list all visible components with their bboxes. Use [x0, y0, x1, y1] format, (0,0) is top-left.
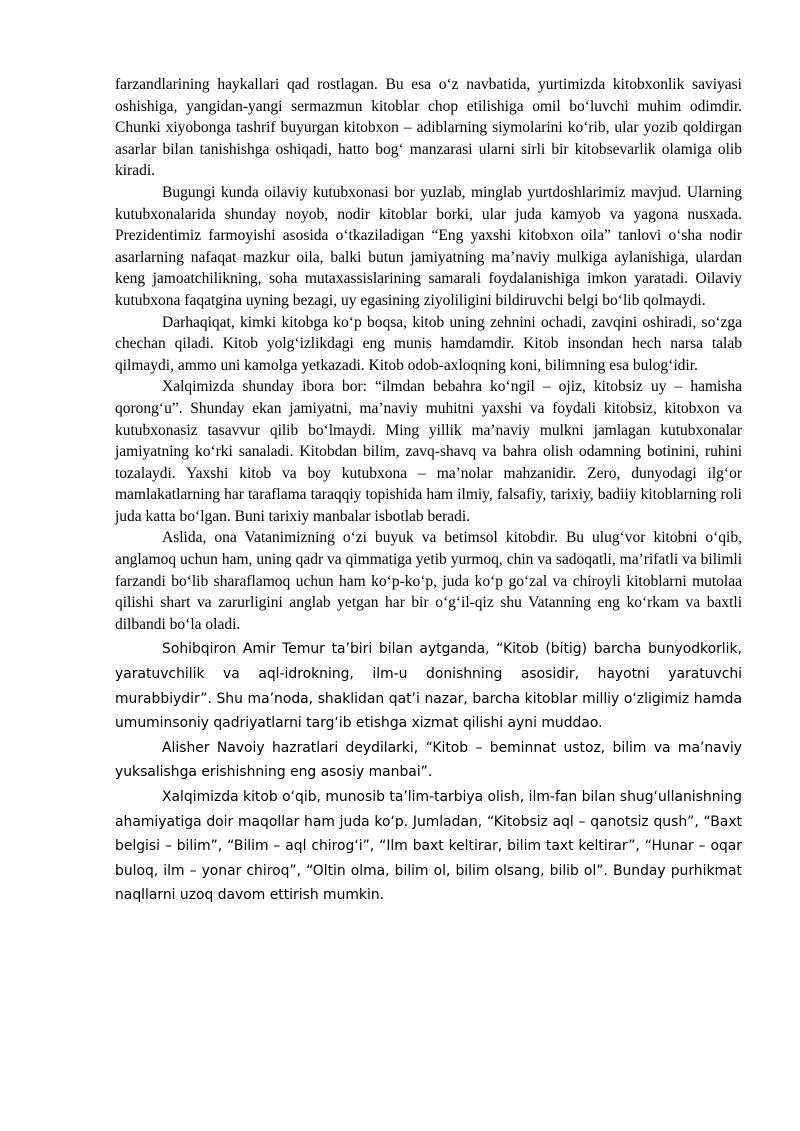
paragraph: Darhaqiqat, kimki kitobga ko‘p boqsa, kitob uning zehnini ochadi, zavqini oshiradi, so‘zga chechan qiladi. Kitob yolg‘izlikdagi eng munis hamdamdir. Kitob insondan hech narsa talab qilmaydi, ammo uni kamolga yetkazadi. Kitob odob-axloqning koni, bilimning esa bulog‘idir. — [115, 313, 742, 374]
paragraph: Xalqimizda kitob o‘qib, munosib ta’lim-tarbiya olish, ilm-fan bilan shug‘ullanishning ahamiyatiga doir maqollar ham juda ko‘p. Jumladan, “Kitobsiz aql – qanotsiz qush”, “Baxt belgisi – bilim”, “Bilim – aql chirog‘i”, “Ilm baxt keltirar, bilim taxt keltirar”, “Hunar – oqar buloq, ilm – yonar chiroq”, “Oltin olma, bilim ol, bilim olsang, bilib ol”. Bunday purhikmat naqllarni uzoq davom ettirish mumkin. — [115, 789, 742, 904]
document-body — [115, 74, 742, 908]
paragraph: Xalqimizda shunday ibora bor: “ilmdan bebahra ko‘ngil – ojiz, kitobsiz uy – hamisha qorong‘u”. Shunday ekan jamiyatni, ma’naviy muhitni yaxshi va foydali kitobsiz, kitobxon va kutubxonasiz tasavvur qilib bo‘lmaydi. Ming yillik ma’naviy mulkni jamlagan kutubxonalar jamiyatning ko‘rki sanaladi. Kitobdan bilim, zavq-shavq va bahra olish odamning botinini, ruhini tozalaydi. Yaxshi kitob va boy kutubxona – ma’nolar mahzanidir. Zero, dunyodagi ilg‘or mamlakatlarning har taraflama taraqqiy topishida ham ilmiy, falsafiy, tarixiy, badiiy kitoblarning roli juda katta bo‘lgan. Buni tarixiy manbalar isbotlab beradi. — [115, 378, 742, 525]
paragraph-continuation: farzandlarining haykallari qad rostlagan. Bu esa o‘z navbatida, yurtimizda kitobxonlik saviyasi oshishiga, yangidan-yangi sermazmun kitoblar chop etilishiga omil bo‘luvchi muhim odimdir. Chunki xiyobonga tashrif buyurgan kitobxon – adiblarning siymolarini ko‘rib, ular yozib qoldirgan asarlar bilan tanishishga oshiqadi, hatto bog‘ manzarasi ularni sirli bir kitobsevarlik olamiga olib kiradi. — [115, 76, 742, 180]
paragraph: Aslida, ona Vatanimizning o‘zi buyuk va betimsol kitobdir. Bu ulug‘vor kitobni o‘qib, anglamoq uchun ham, uning qadr va qimmatiga yetib yurmoq, chin va sadoqatli, ma’rifatli va bilimli farzandi bo‘lib sharaflamoq uchun ham ko‘p-ko‘p, juda ko‘p go‘zal va chiroyli kitoblarni mutolaa qilishi shart va zarurligini anglab yetgan har bir o‘g‘il-qiz shu Vatanning eng ko‘rkam va baxtli dilbandi bo‘la oladi. — [115, 529, 742, 633]
paragraph: Sohibqiron Amir Temur ta’biri bilan aytganda, “Kitob (bitig) barcha bunyodkorlik, yaratuvchilik va aql-idrokning, ilm-u donishning asosidir, hayotni yaratuvchi murabbiydir”. Shu ma’noda, shaklidan qat’i nazar, barcha kitoblar milliy o‘zligimiz hamda umuminsoniy qadriyatlarni targ‘ib etishga xizmat qilishi ayni muddao. — [115, 641, 742, 732]
paragraph: Bugungi kunda oilaviy kutubxonasi bor yuzlab, minglab yurtdoshlarimiz mavjud. Ularning kutubxonalarida shunday noyob, nodir kitoblar borki, ular juda kamyob va yagona nusxada. Prezidentimiz farmoyishi asosida o‘tkaziladigan “Eng yaxshi kitobxon oila” tanlovi o‘sha nodir asarlarning nafaqat mazkur oila, balki butun jamiyatning ma’naviy mulkiga aylanishiga, ulardan keng jamoatchilikning, soha mutaxassislarining samarali foydalanishiga imkon yaratadi. Oilaviy kutubxona faqatgina uyning bezagi, uy egasining ziyoliligini bildiruvchi belgi bo‘lib qolmaydi. — [115, 183, 742, 309]
paragraph: Alisher Navoiy hazratlari deydilarki, “Kitob – beminnat ustoz, bilim va ma’naviy yuksalishga erishishning eng asosiy manbai”. — [115, 739, 742, 781]
